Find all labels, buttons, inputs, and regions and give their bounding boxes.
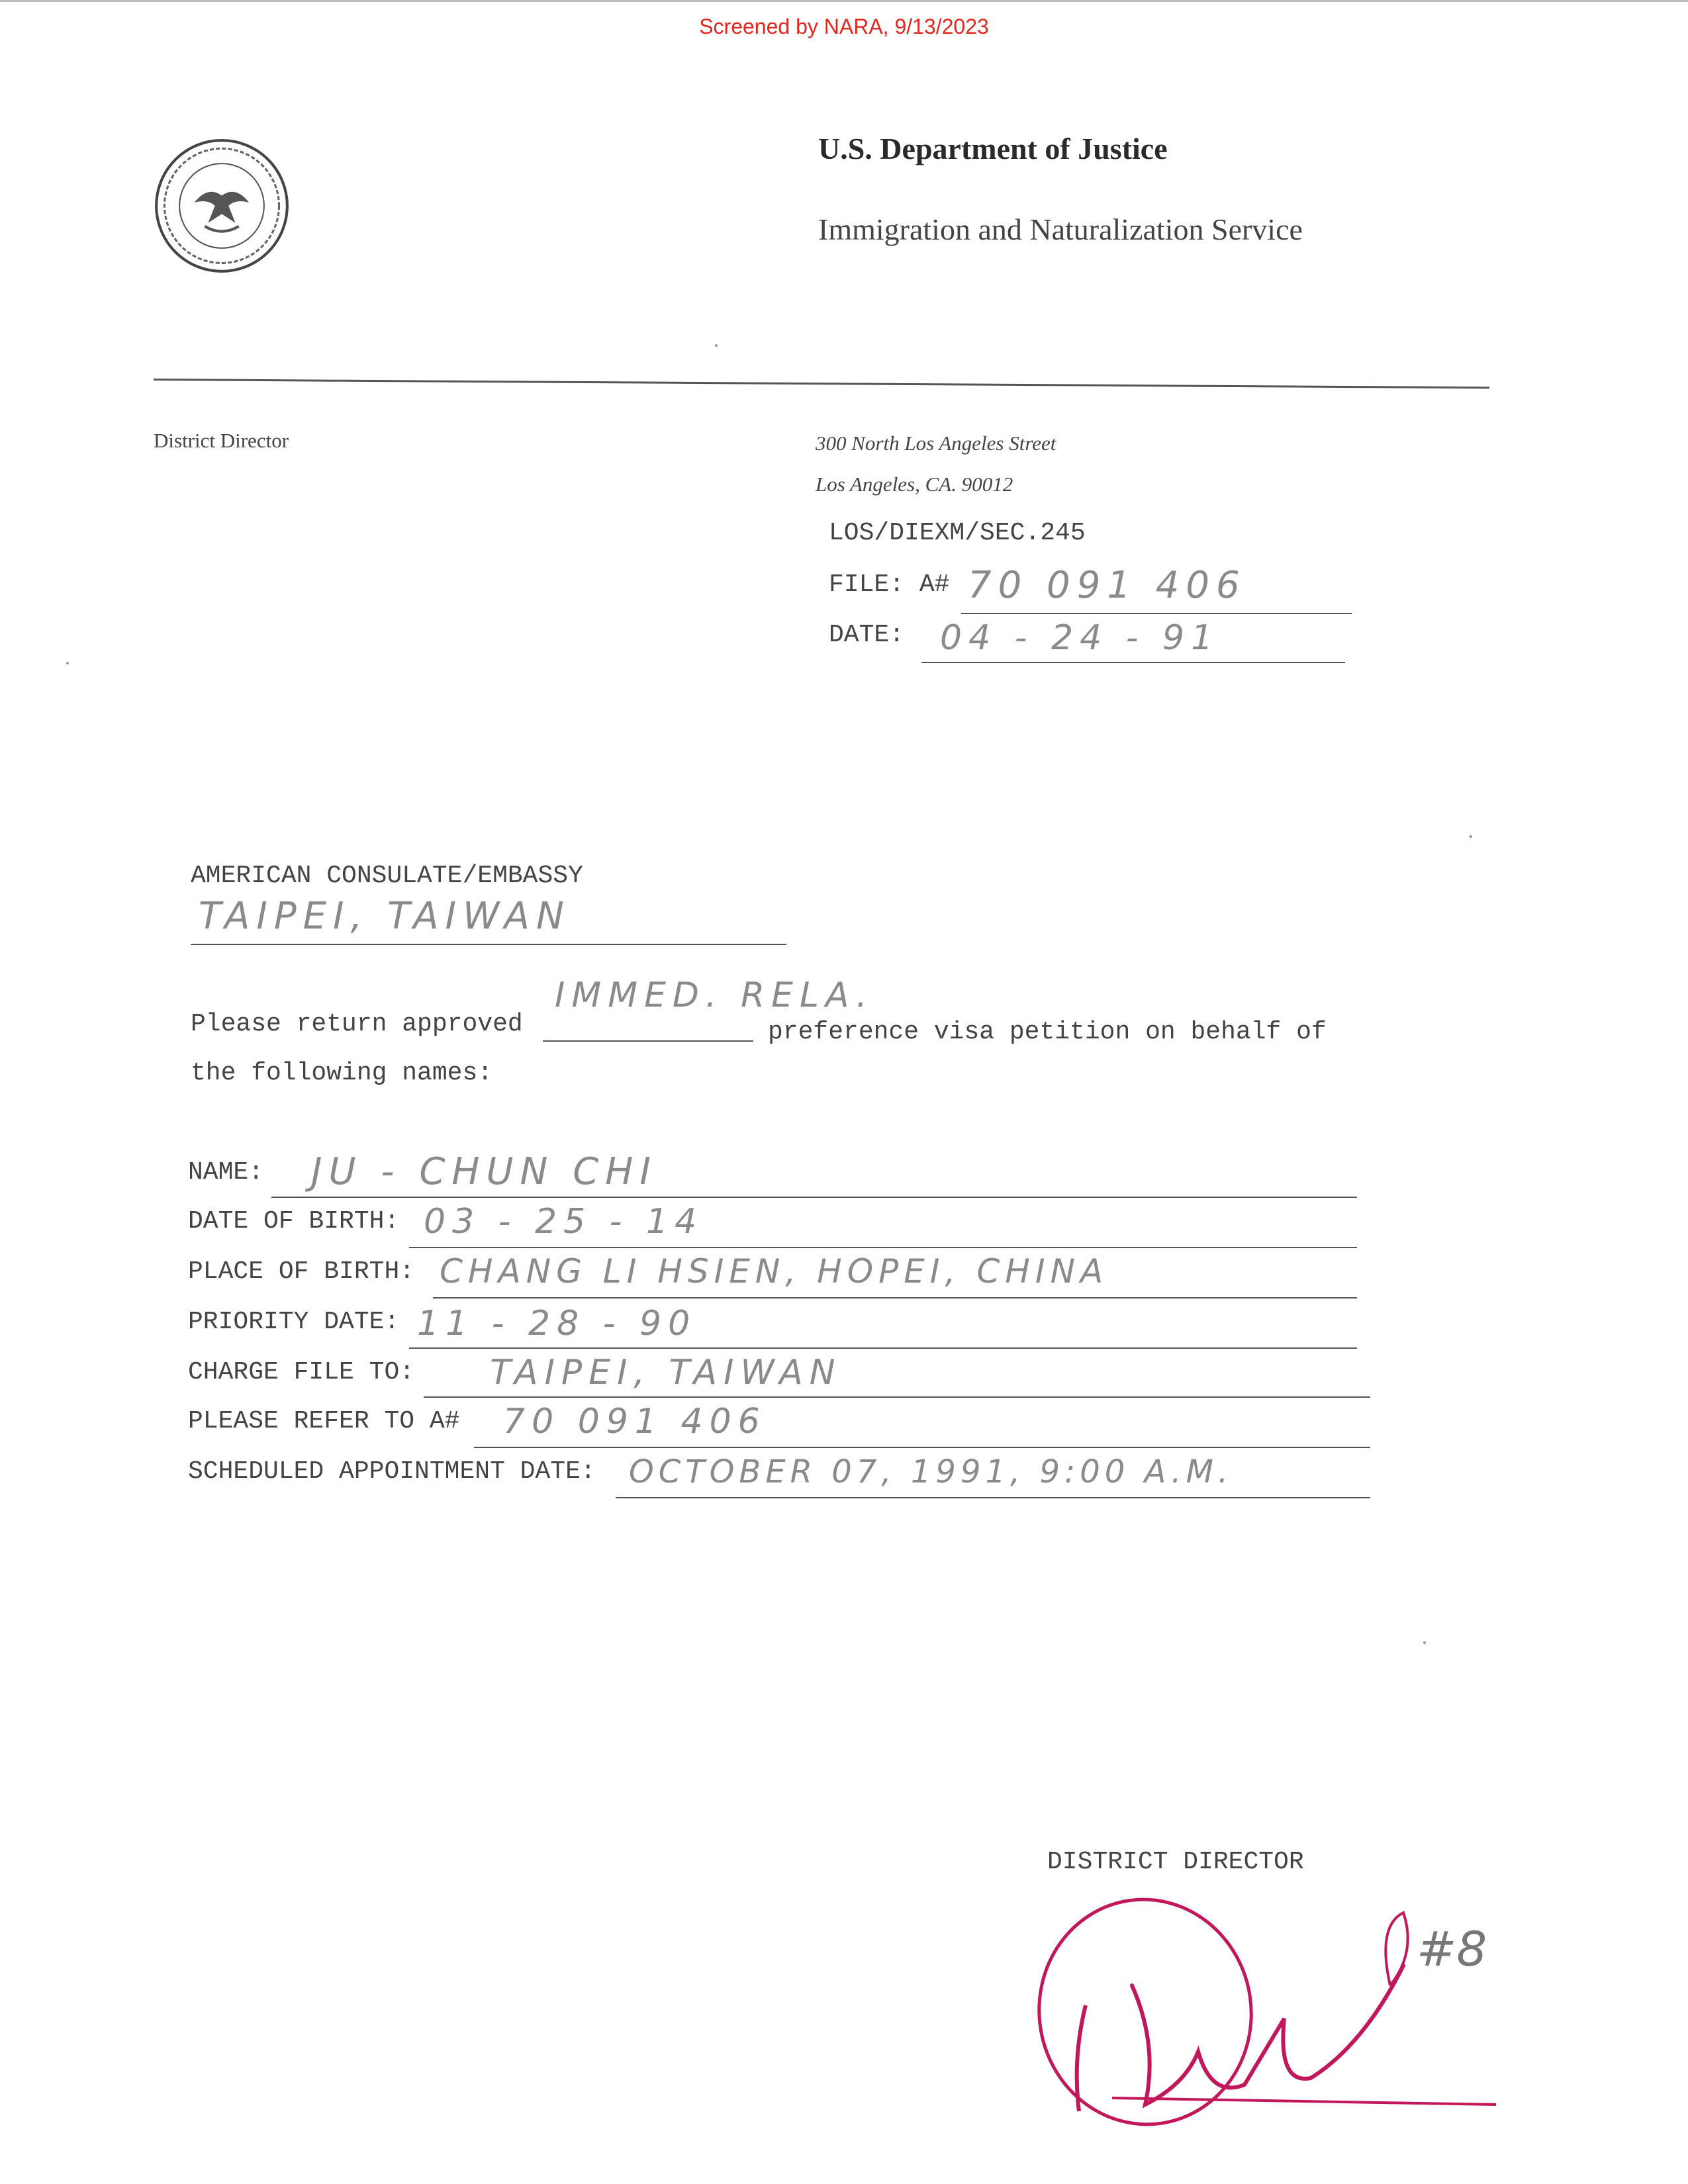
doj-seal-icon (154, 138, 290, 274)
request-line2: the following names: (191, 1059, 493, 1087)
refer-to-label: PLEASE REFER TO A# (188, 1407, 460, 1435)
pob-label: PLACE OF BIRTH: (188, 1257, 415, 1286)
address-line1: 300 North Los Angeles Street (816, 432, 1056, 455)
charge-file-value: TAIPEI, TAIWAN (490, 1353, 842, 1392)
dob-value: 03 - 25 - 14 (424, 1202, 704, 1242)
address-line2: Los Angeles, CA. 90012 (816, 473, 1013, 496)
file-underline (961, 613, 1352, 614)
department-name: U.S. Department of Justice (818, 132, 1168, 165)
reference-code: LOS/DIEXM/SEC.245 (829, 519, 1086, 547)
appointment-value: OCTOBER 07, 1991, 9:00 A.M. (629, 1453, 1233, 1490)
district-director-title: DISTRICT DIRECTOR (1047, 1848, 1304, 1876)
consulate-value: TAIPEI, TAIWAN (199, 895, 571, 938)
pob-value: CHANG LI HSIEN, HOPEI, CHINA (440, 1252, 1109, 1291)
request-prefix: Please return approved (191, 1010, 523, 1038)
appointment-label: SCHEDULED APPOINTMENT DATE: (188, 1457, 596, 1486)
priority-date-label: PRIORITY DATE: (188, 1308, 400, 1336)
file-number: 70 091 406 (968, 564, 1246, 607)
consulate-label: AMERICAN CONSULATE/EMBASSY (191, 862, 583, 890)
charge-file-label: CHARGE FILE TO: (188, 1358, 415, 1387)
header-rule (154, 379, 1489, 388)
appointment-underline (616, 1497, 1370, 1498)
priority-date-value: 11 - 28 - 90 (417, 1304, 697, 1343)
district-director-label: District Director (154, 429, 289, 452)
name-label: NAME: (188, 1158, 264, 1187)
scan-speck (715, 344, 718, 347)
request-underline (543, 1040, 753, 1042)
name-value: JU - CHUN CHI (311, 1150, 657, 1193)
date-value: 04 - 24 - 91 (940, 618, 1220, 658)
dob-underline (409, 1247, 1357, 1248)
scan-speck (66, 662, 69, 664)
refer-to-underline (474, 1447, 1370, 1448)
top-edge (0, 0, 1688, 2)
signature-note: #8 (1417, 1921, 1487, 1977)
service-name: Immigration and Naturalization Service (818, 212, 1303, 246)
scan-speck (1470, 835, 1472, 838)
scan-speck (1423, 1641, 1426, 1644)
request-filled: IMMED. RELA. (555, 976, 874, 1015)
nara-watermark: Screened by NARA, 9/13/2023 (699, 15, 989, 38)
refer-to-value: 70 091 406 (503, 1402, 767, 1441)
date-underline (921, 662, 1345, 663)
date-label: DATE: (829, 621, 905, 649)
charge-file-underline (424, 1396, 1370, 1398)
name-underline (271, 1197, 1357, 1198)
consulate-underline (191, 944, 786, 945)
dob-label: DATE OF BIRTH: (188, 1207, 400, 1236)
priority-date-underline (409, 1347, 1357, 1349)
file-label: FILE: A# (829, 570, 950, 599)
signature-stamp (1033, 1886, 1509, 2138)
pob-underline (433, 1297, 1357, 1298)
request-suffix: preference visa petition on behalf of (768, 1018, 1327, 1046)
